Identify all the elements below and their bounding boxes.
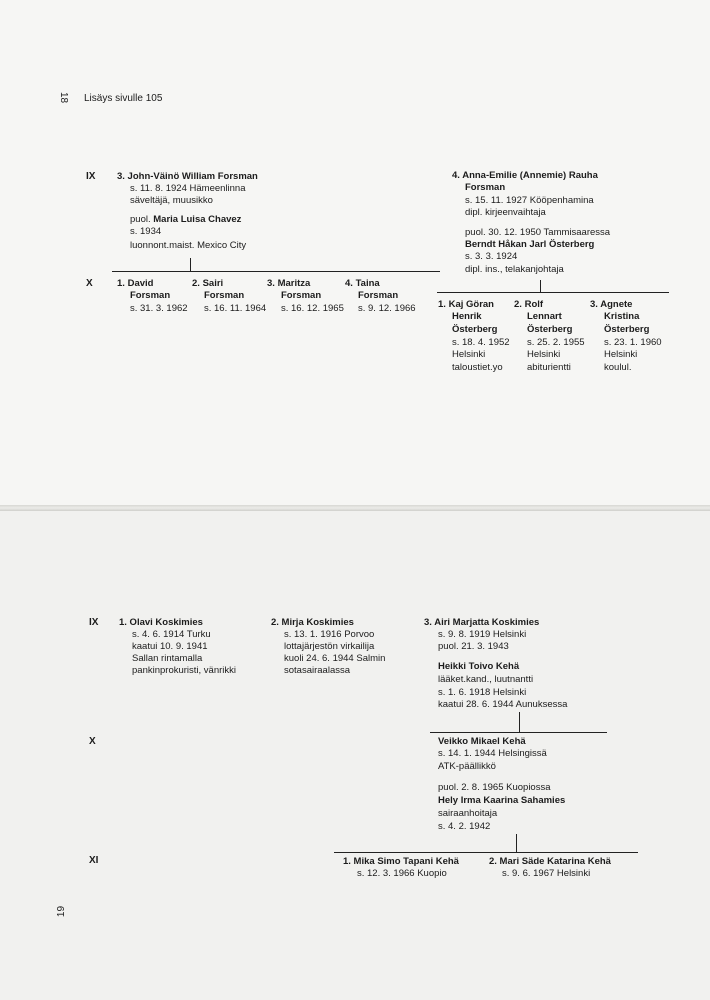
child-place: Helsinki [604,349,638,360]
spouse-prefix: puol. [130,214,151,225]
child-number: 3. [590,299,598,310]
person-name: 3. John-Väinö William Forsman [117,171,258,182]
descent-line [516,834,517,852]
child-name-1: Kaj Göran [448,299,494,310]
child-place: Helsinki [527,349,561,360]
child-name-2: Kristina [604,311,640,322]
child-birth: s. 23. 1. 1960 [604,337,662,348]
child-name-3: Österberg [527,324,573,335]
marriage-info: puol. 2. 8. 1965 Kuopiossa [438,782,551,793]
child-bracket [430,732,607,733]
child-first-name: Sairi [202,278,224,289]
child-birth: s. 16. 12. 1965 [281,303,344,314]
child-name-2: Lennart [527,311,562,322]
child-number: 4. [345,278,353,289]
spouse-birth: s. 1934 [130,226,162,237]
death-place: sotasairaalassa [284,665,351,676]
descent-line [540,280,541,292]
child-name: 1. Mika Simo Tapani Kehä [343,856,459,867]
spouse-occupation: dipl. ins., telakanjohtaja [465,264,564,275]
child-first-name: David [127,278,154,289]
occupation: dipl. kirjeenvaihtaja [465,207,546,218]
page-fold [0,505,710,511]
generation-x-label: X [86,278,93,289]
spouse-name: Maria Luisa Chavez [153,214,242,225]
person-name-line2: Forsman [465,182,506,193]
marriage-info: puol. 21. 3. 1943 [438,641,509,652]
child-birth: s. 16. 11. 1964 [204,303,267,314]
child-last-name: Forsman [130,290,171,301]
child-first-name: Maritza [277,278,311,289]
child-birth: s. 18. 4. 1952 [452,337,510,348]
child-note: koulul. [604,362,632,373]
child-birth: s. 9. 6. 1967 Helsinki [502,868,591,879]
child-note: taloustiet.yo [452,362,503,373]
person-name: Veikko Mikael Kehä [438,736,526,747]
child-note: abiturientti [527,362,571,373]
child-last-name: Forsman [204,290,245,301]
death-place: Sallan rintamalla [132,653,203,664]
child-birth: s. 12. 3. 1966 Kuopio [357,868,447,879]
child-last-name: Forsman [358,290,399,301]
person-name: 2. Mirja Koskimies [271,617,354,628]
person-name-line1: 4. Anna-Emilie (Annemie) Rauha [452,170,598,181]
child-birth: s. 25. 2. 1955 [527,337,585,348]
occupation: ATK-päällikkö [438,761,496,772]
spouse-birth: s. 4. 2. 1942 [438,821,491,832]
child-number: 3. [267,278,275,289]
children-bracket-left [112,271,440,272]
spouse-name: Berndt Håkan Jarl Österberg [465,239,595,250]
spouse-line [130,214,241,226]
children-bracket-right [437,292,669,293]
child-name-3: Österberg [604,324,650,335]
child-birth: s. 9. 12. 1966 [358,303,416,314]
child-place: Helsinki [452,349,486,360]
child-number: 1. [438,299,446,310]
person-name: 1. Olavi Koskimies [119,617,203,628]
descent-line [190,258,191,271]
occupation: säveltäjä, muusikko [130,195,213,206]
marriage-info: puol. 30. 12. 1950 Tammisaaressa [465,227,611,238]
child-number: 2. [192,278,200,289]
page-header: Lisäys sivulle 105 [84,93,163,104]
child-last-name: Forsman [281,290,322,301]
child-name-3: Österberg [452,324,498,335]
spouse-occupation: sairaanhoitaja [438,808,498,819]
birth-info: s. 4. 6. 1914 Turku [132,629,211,640]
child-birth: s. 31. 3. 1962 [130,303,188,314]
birth-info: s. 9. 8. 1919 Helsinki [438,629,527,640]
generation-ix-label: IX [86,171,96,182]
occupation: lottajärjestön virkailija [284,641,375,652]
generation-xi-label: XI [89,855,99,866]
descent-line [519,712,520,732]
child-number: 1. [117,278,125,289]
child-name-1: Rolf [524,299,544,310]
death-info: kaatui 10. 9. 1941 [132,641,208,652]
spouse-occupation: luonnont.maist. Mexico City [130,240,247,251]
child-name-1: Agnete [600,299,633,310]
occupation: pankinprokuristi, vänrikki [132,665,237,676]
page-number-19: 19 [56,905,68,918]
child-name-2: Henrik [452,311,482,322]
generation-ix-label: IX [89,617,99,628]
death-info: kuoli 24. 6. 1944 Salmin [284,653,386,664]
birth-info: s. 14. 1. 1944 Helsingissä [438,748,547,759]
child-name: 2. Mari Säde Katarina Kehä [489,856,611,867]
spouse-occupation: lääket.kand., luutnantti [438,674,534,685]
birth-info: s. 15. 11. 1927 Kööpenhamina [465,195,594,206]
child-number: 2. [514,299,522,310]
person-name: 3. Airi Marjatta Koskimies [424,617,540,628]
spouse-name: Hely Irma Kaarina Sahamies [438,795,566,806]
child-first-name: Taina [355,278,380,289]
birth-info: s. 11. 8. 1924 Hämeenlinna [130,183,246,194]
children-bracket [334,852,638,853]
spouse-birth: s. 3. 3. 1924 [465,251,518,262]
birth-info: s. 13. 1. 1916 Porvoo [284,629,375,640]
generation-x-label: X [89,736,96,747]
spouse-name: Heikki Toivo Kehä [438,661,520,672]
page-19 [0,508,710,1000]
spouse-birth: s. 1. 6. 1918 Helsinki [438,687,527,698]
spouse-death: kaatui 28. 6. 1944 Aunuksessa [438,699,568,710]
page-number-18: 18 [58,91,70,104]
